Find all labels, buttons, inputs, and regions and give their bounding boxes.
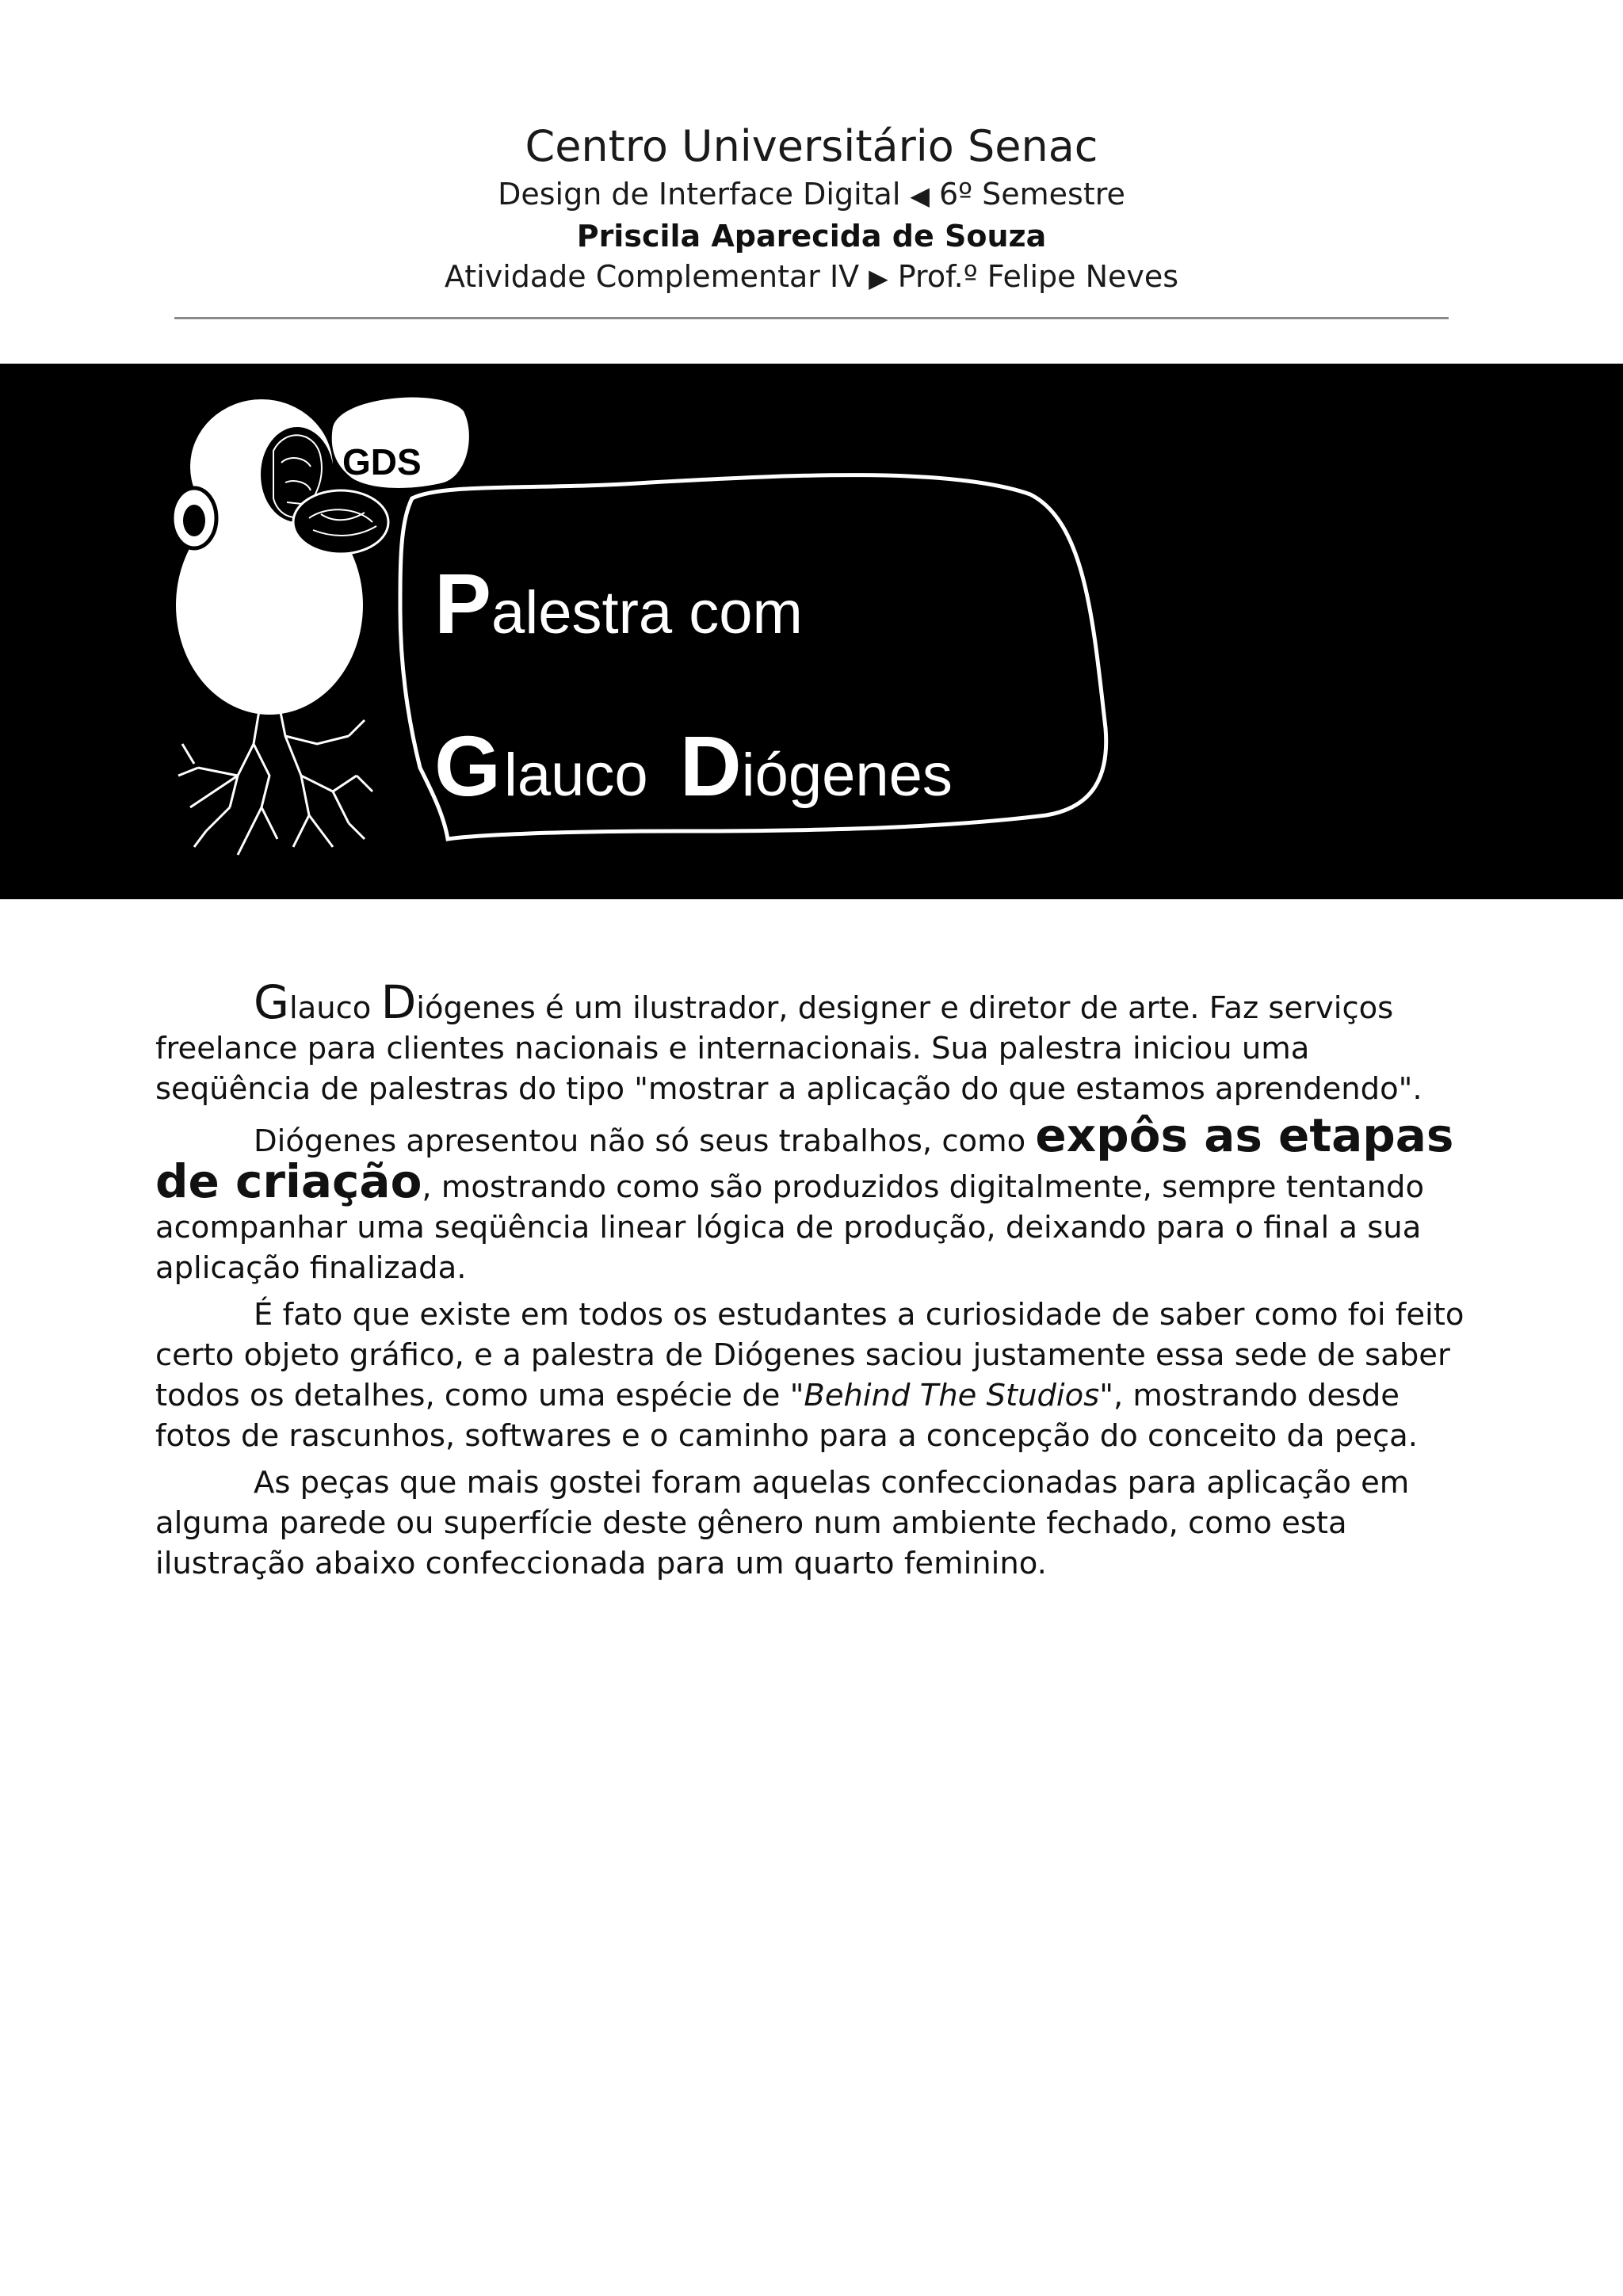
paragraph-2 (155, 1108, 1471, 1288)
p2-emphasis: expôs as etapas de criação (155, 1108, 1454, 1208)
p2-text-before: Diógenes apresentou não só seus trabalhos, como (254, 1123, 1036, 1159)
activity-line (0, 257, 1623, 298)
lecture-banner (0, 364, 1623, 899)
banner-illustration (0, 364, 1623, 899)
professor-name: Prof.º Felipe Neves (897, 259, 1179, 294)
p3-text-before: É fato que existe em todos os estudantes a curiosidade de saber como foi feito certo objeto gráfico, e a palestra de Diógenes saciou justamente essa sede de saber todos os detalhes, como uma espécie de " (155, 1297, 1465, 1413)
left-arrow-icon: ◀ (910, 181, 930, 211)
bubble-initial-d: D (679, 718, 742, 814)
paragraph-3 (155, 1295, 1471, 1456)
roots-illustration (178, 696, 372, 855)
paragraph-4: As peças que mais gostei foram aquelas confeccionadas para aplicação em alguma parede ou superfície deste gênero num ambiente fechado, como esta ilustração abaixo confeccionada para um quarto feminino. (155, 1465, 1410, 1581)
drop-cap-d: D (380, 975, 417, 1029)
p1-text: é um ilustrador, designer e diretor de arte. Faz serviços freelance para clientes nacionais e internacionais. Sua palestra iniciou uma seqüência de palestras do tipo "mostrar a aplicação do que estamos aprendendo". (155, 990, 1423, 1107)
author-name: Priscila Aparecida de Souza (576, 219, 1047, 254)
document-header (0, 119, 1623, 298)
header-divider (174, 317, 1449, 319)
p3-text-after: ", mostrando desde fotos de rascunhos, softwares e o caminho para a concepção do conceito da peça. (155, 1378, 1418, 1454)
p2-text-after: , mostrando como são produzidos digitalmente, sempre tentando acompanhar uma seqüência linear lógica de produção, deixando para o final a sua aplicação finalizada. (155, 1169, 1425, 1286)
bubble-initial-g: G (434, 718, 502, 814)
p1-name-part1: lauco (288, 990, 381, 1026)
bubble-initial-p: P (434, 555, 492, 651)
gds-logo-text: GDS (342, 441, 422, 482)
p1-name-part2: iógenes (416, 990, 536, 1026)
bubble-line1-text: alestra com (491, 579, 803, 646)
activity-name: Atividade Complementar IV (444, 259, 860, 294)
course-name: Design de Interface Digital (498, 177, 901, 212)
semester: 6º Semestre (939, 177, 1125, 212)
bubble-title-line1 (434, 555, 803, 651)
bubble-line2-text-a: lauco (504, 742, 648, 809)
paragraph-1 (155, 975, 1471, 1109)
gds-logo (332, 398, 469, 488)
bubble-line2-text-b: iógenes (741, 742, 953, 809)
right-arrow-icon: ▶ (869, 263, 888, 293)
institution-title: Centro Universitário Senac (525, 121, 1098, 171)
article-body (155, 975, 1471, 1590)
course-line (0, 174, 1623, 215)
p3-italic: Behind The Studios (804, 1378, 1100, 1413)
drop-cap-g: G (254, 975, 289, 1029)
bubble-title-line2 (434, 718, 953, 814)
